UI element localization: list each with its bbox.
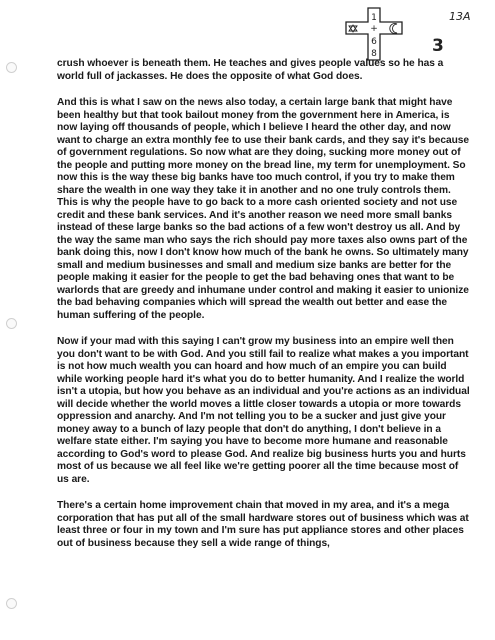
page-number: 3 bbox=[432, 36, 444, 56]
paragraph: There's a certain home improvement chain that moved in my area, and it's a mega corporation that has put all of the small hardware stores out of business which was at least three or four in my town and I'm sure has put appliance stores and other places out of business because they sell a wide range of things, bbox=[57, 500, 469, 549]
punch-hole-bottom bbox=[6, 598, 17, 609]
handwritten-cross-symbol bbox=[340, 4, 412, 64]
page-reference: 13A bbox=[449, 10, 471, 23]
punch-hole-middle bbox=[6, 318, 17, 329]
punch-hole-top bbox=[6, 62, 17, 73]
paragraph: Now if your mad with this saying I can't grow my business into an empire well then you don't want to be with God. And you still fail to realize what makes a you important is not how much wealth you can hoard and how much of an empire you can build while working people hard it's what you do to better humanity. And I realize the world isn't a utopia, but how you behave as an individual and you're actions as an individual will decide whether the world moves a little closer towards a utopia or more towards oppression and anarchy. And I'm not telling you to be a sucker and just give your money away to a bunch of lazy people that don't do anything, I don't believe in a welfare state either. I'm saying you have to become more humane and reasonable according to God's word to please God. And realize big business hurts you and hurts most of us because we all feel like we're getting poorer all the time because most of us are. bbox=[57, 336, 470, 485]
paragraph: crush whoever is beneath them. He teaches and gives people values so he has a world full of jackasses. He does the opposite of what God does. bbox=[57, 58, 444, 82]
paragraph: And this is what I saw on the news also today, a certain large bank that might have been healthy but that took bailout money from the government here in America, is now laying off thousands of people, which I believe I heard the other day, and now want to charge an extra monthly fee to use their bank cards, and they say it's because of government regulations. So now what are they doing, sucking more money out of the people and putting more money on the bread line, my term for unemployment. So now this is the way these big banks have too much control, if you try to make them share the wealth in one way they take it in another and no one truly controls them. This is why the people have to go back to a more cash oriented society and not use credit and these bank services. And it's another reason we need more small banks instead of these large banks so the bad actions of a few won't destroy us all. And by the way the same man who says the rich should pay more taxes also owns part of the bank doing this, now I don't know how much of the bank he owns. So ultimately many small and medium businesses and small and medium size banks are better for the people making it easier for the people to get the bad behaving ones that want to be warlords that are greedy and inhumane under control and making it easier to unionize the bad behaving companies which will spread the wealth out better and ease the human suffering of the people. bbox=[57, 97, 469, 321]
svg-text:1: 1 bbox=[371, 13, 377, 23]
svg-text:8: 8 bbox=[371, 49, 377, 59]
document-body bbox=[57, 58, 472, 550]
svg-text:6: 6 bbox=[371, 37, 377, 47]
svg-text:+: + bbox=[370, 24, 378, 34]
